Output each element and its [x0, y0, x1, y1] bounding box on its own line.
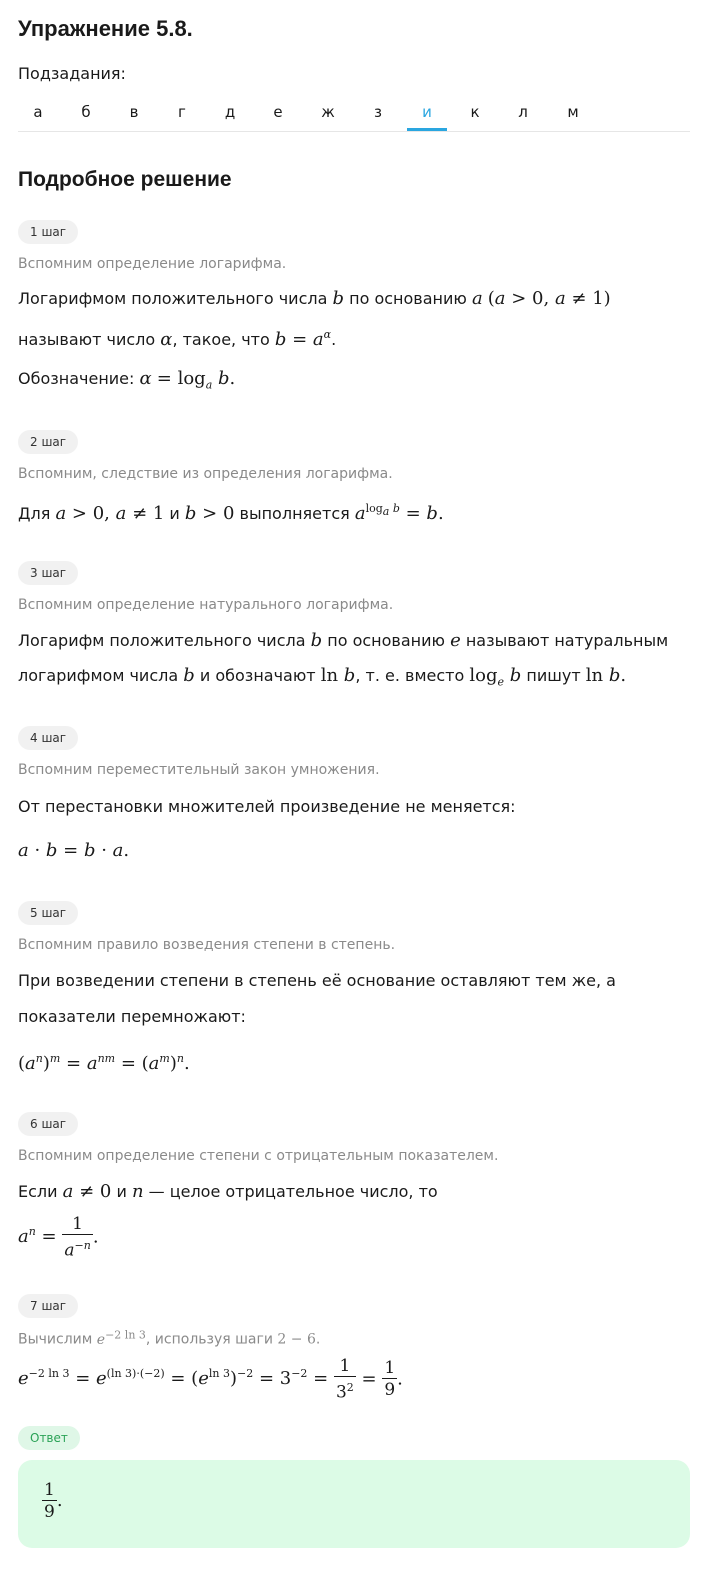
formula: $e^{-2 ln 3} = e^{(ln 3)\cdot(-2)} = (e^{ln 3})^{-2} = 3^{-2}$ = $\frac{1}{3^2}$ = $\frac{1}{9}$ .	[18, 1356, 403, 1403]
step-badge: 7 шаг	[18, 1294, 78, 1318]
step-text: логарифмом числа b и обозначают ln b, т. е. вместо $\log_e b$ пишут ln b.	[18, 665, 627, 689]
subtasks-label: Подзадания:	[18, 64, 126, 83]
formula: $a^n$ = $\frac{1}{a^{-n}}$ .	[18, 1214, 99, 1261]
tab-a[interactable]: а	[33, 103, 43, 121]
tab-l[interactable]: л	[518, 103, 528, 121]
tab-z[interactable]: з	[374, 103, 382, 121]
tab-v[interactable]: в	[129, 103, 139, 121]
step-badge: 6 шаг	[18, 1112, 78, 1136]
step-hint: Вспомним, следствие из определения логарифма.	[18, 466, 393, 482]
step-hint: Вспомним определение логарифма.	[18, 256, 287, 272]
step-text: показатели перемножают:	[18, 1007, 246, 1026]
tab-i[interactable]: и	[407, 96, 447, 131]
step-badge: 4 шаг	[18, 726, 78, 750]
subtask-tabs	[18, 96, 690, 132]
step-text: Логарифмом положительного числа b по основанию a (a > 0, a ≠ 1)	[18, 288, 611, 309]
step-hint: Вспомним определение натурального логарифма.	[18, 597, 394, 613]
answer-box	[18, 1460, 690, 1548]
step-hint: Вспомним определение степени с отрицательным показателем.	[18, 1148, 499, 1164]
tab-k[interactable]: к	[470, 103, 480, 121]
tab-e[interactable]: е	[273, 103, 283, 121]
tab-zh[interactable]: ж	[321, 103, 335, 121]
formula: a · b = b · a.	[18, 840, 130, 861]
step-text: Логарифм положительного числа b по основанию e называют натуральным	[18, 630, 669, 651]
step-text: При возведении степени в степень её основание оставляют тем же, а	[18, 971, 616, 990]
tab-d[interactable]: д	[224, 103, 236, 121]
step-badge: 1 шаг	[18, 220, 78, 244]
step-text: Для a > 0, a ≠ 1 и b > 0 выполняется $a^{log_a b} = b$.	[18, 502, 444, 524]
step-badge: 3 шаг	[18, 561, 78, 585]
solution-title: Подробное решение	[18, 168, 232, 191]
step-text: Если a ≠ 0 и n — целое отрицательное число, то	[18, 1181, 438, 1202]
tab-m[interactable]: м	[567, 103, 579, 121]
tab-b[interactable]: б	[81, 103, 91, 121]
formula: $(a^n)^m = a^{nm} = (a^m)^n$.	[18, 1052, 190, 1074]
step-hint: Вспомним правило возведения степени в степень.	[18, 937, 396, 953]
step-badge: 5 шаг	[18, 901, 78, 925]
step-text: От перестановки множителей произведение не меняется:	[18, 797, 516, 816]
step-badge: 2 шаг	[18, 430, 78, 454]
step-text: Обозначение: $\alpha = \log_a b$.	[18, 368, 236, 392]
answer-badge: Ответ	[18, 1426, 80, 1450]
step-hint: Вспомним переместительный закон умножения.	[18, 762, 380, 778]
tab-g[interactable]: г	[178, 103, 186, 121]
page-title: Упражнение 5.8.	[18, 16, 193, 41]
step-hint: Вычислим $e^{-2 ln 3}$, используя шаги 2 − 6.	[18, 1328, 321, 1348]
answer-value: $\frac{1}{9}$ .	[44, 1480, 63, 1522]
step-text: называют число α, такое, что $b = a^\alpha$.	[18, 328, 337, 350]
